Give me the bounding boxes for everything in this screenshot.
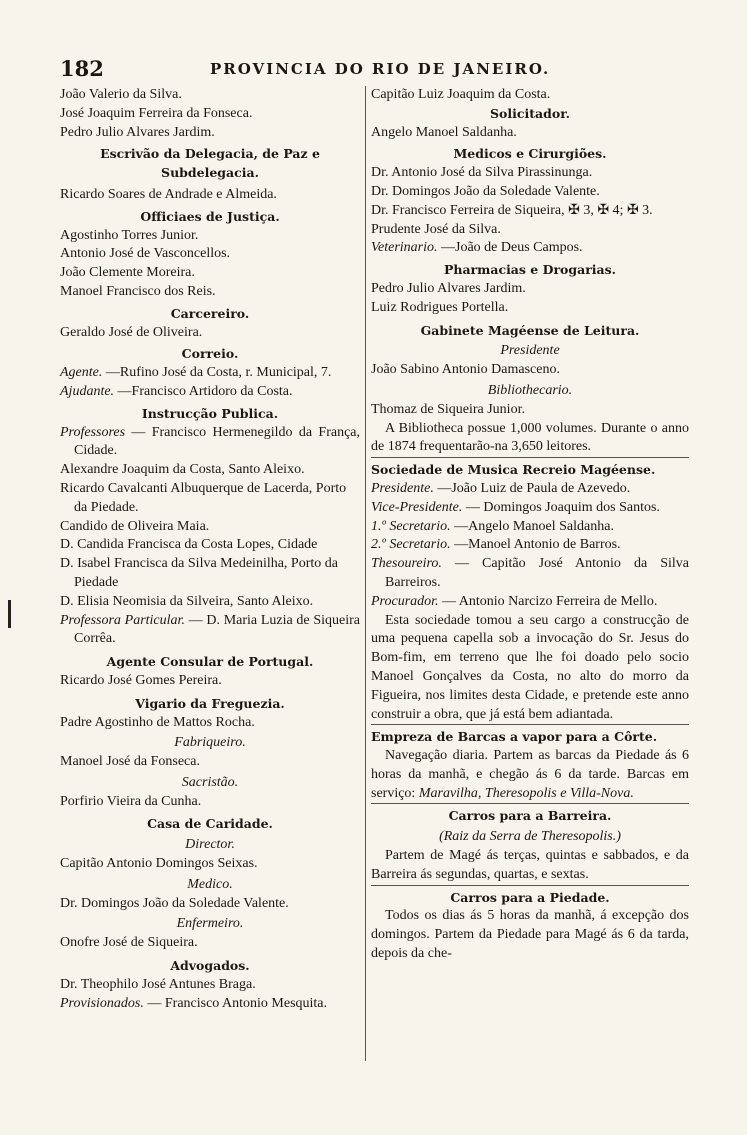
page-title: PROVINCIA DO RIO DE JANEIRO.: [210, 60, 551, 78]
role-label: Provisionados.: [60, 995, 144, 1011]
name-line: D. Candida Francisca da Costa Lopes, Cidade: [60, 537, 318, 553]
section-heading-piedade: Carros para a Piedade.: [450, 889, 610, 905]
entry-ajudante: [60, 383, 360, 402]
role-heading-medico: Medico.: [187, 876, 233, 892]
name-line: Pedro Julio Alvares Jardim.: [371, 280, 526, 296]
entry-text: —João de Deus Campos.: [441, 240, 583, 256]
entry-text: — Francisco Hermenegildo da França, Cidade.: [74, 424, 360, 459]
section-heading-officiaes: Officiaes de Justiça.: [140, 208, 280, 224]
role-heading-fabriqueiro: Fabriqueiro.: [174, 735, 246, 751]
role-label: Agente.: [60, 365, 103, 381]
paragraph-barcas: [371, 747, 689, 804]
entry-professora-particular: [60, 612, 360, 650]
entry-role: [371, 499, 689, 518]
entry-provisionados: [60, 995, 360, 1014]
role-label: Ajudante.: [60, 383, 115, 399]
name-line: Dr. Antonio José da Silva Pirassinunga.: [371, 165, 593, 181]
entry-text: — D. Maria Luzia de Siqueira Corrêa.: [74, 612, 361, 647]
section-heading-escrivao: Escrivão da Delegacia, de Paz e Subdelegacia.: [100, 146, 320, 181]
name-line: Padre Agostinho de Mattos Rocha.: [60, 714, 255, 730]
name-line: Geraldo José de Oliveira.: [60, 324, 203, 340]
name-line: Ricardo Soares de Andrade e Almeida.: [60, 186, 277, 202]
role-label: Professores: [60, 424, 126, 440]
role-heading-sacristao: Sacristão.: [181, 774, 239, 790]
section-heading-instrucao: Instrucção Publica.: [141, 405, 279, 421]
page-number: 182: [60, 56, 104, 81]
section-heading-barcas: Empreza de Barcas a vapor para a Côrte.: [371, 729, 658, 745]
section-heading-barreira: Carros para a Barreira.: [448, 808, 612, 824]
section-heading-caridade: Casa de Caridade.: [147, 816, 273, 832]
name-line: Agostinho Torres Junior.: [60, 227, 199, 243]
role-label: 1.º Secretario.: [371, 518, 451, 534]
name-line: D. Isabel Francisca da Silva Medeinilha, Porto da Piedade: [60, 556, 338, 590]
name-line: Manoel José da Fonseca.: [60, 754, 200, 770]
role-heading-director: Director.: [185, 837, 235, 853]
column-divider: [365, 86, 366, 1061]
paragraph-sociedade: Esta sociedade tomou a seu cargo a construcção de uma pequena capella sob a invocação do Sr. Jesus do Bom-fim, em terreno que lhe foi doado pelo socio Manoel Gonçalves da Costa, no alto do morro da Figueira, nos limites desta Cidade, e pretende este anno construir a obra, que já está bem adiantada.: [371, 612, 689, 726]
name-line: Luiz Rodrigues Portella.: [371, 299, 509, 315]
entry-professores: [60, 424, 360, 462]
role-label: Veterinario.: [371, 240, 438, 256]
name-line: José Joaquim Ferreira da Fonseca.: [60, 105, 253, 121]
boat-names: Maravilha, Theresopolis e Villa-Nova.: [418, 785, 634, 801]
name-line: Angelo Manoel Saldanha.: [371, 124, 517, 140]
section-subtitle: (Raiz da Serra de Theresopolis.): [439, 829, 621, 845]
name-line: Antonio José de Vasconcellos.: [60, 246, 231, 262]
name-line: Capitão Luiz Joaquim da Costa.: [371, 87, 551, 102]
role-label: 2.º Secretario.: [371, 537, 451, 553]
name-line: Porfirio Vieira da Cunha.: [60, 793, 202, 809]
name-line: Alexandre Joaquim da Costa, Santo Aleixo.: [60, 462, 305, 478]
paragraph-bibliotheca: A Bibliotheca possue 1,000 volumes. Durante o anno de 1874 frequentarão-na 3,650 leitores.: [371, 420, 689, 459]
section-heading-medicos: Medicos e Cirurgiões.: [453, 146, 607, 162]
entry-text: —João Luiz de Paula de Azevedo.: [437, 480, 631, 496]
entry-veterinario: [371, 239, 689, 258]
entry-agente: [60, 364, 360, 383]
entry-role: [371, 555, 689, 593]
section-heading-correio: Correio.: [181, 346, 239, 362]
role-label: Thesoureiro.: [371, 556, 442, 572]
section-heading-agente-consular: Agente Consular de Portugal.: [106, 654, 314, 670]
right-column: [371, 86, 689, 964]
name-line: Onofre José de Siqueira.: [60, 935, 198, 951]
entry-text: — Francisco Antonio Mesquita.: [147, 995, 328, 1011]
role-label: Procurador.: [371, 593, 439, 609]
name-line: D. Elisia Neomisia da Silveira, Santo Aleixo.: [60, 593, 314, 609]
entry-text: —Manoel Antonio de Barros.: [454, 537, 621, 553]
entry-text: —Rufino José da Costa, r. Municipal, 7.: [105, 365, 332, 381]
entry-role: [371, 593, 689, 612]
name-line: Dr. Theophilo José Antunes Braga.: [60, 976, 256, 992]
name-line: Dr. Francisco Ferreira de Siqueira, ✠ 3, ✠ 4; ✠ 3.: [371, 202, 653, 218]
name-line: Prudente José da Silva.: [371, 221, 501, 237]
role-heading-bibliothecario: Bibliothecario.: [487, 382, 573, 398]
entry-text: — Antonio Narcizo Ferreira de Mello.: [442, 593, 658, 609]
entry-role: [371, 536, 689, 555]
paragraph-text: Navegação diaria. Partem as barcas da Piedade ás 6 horas da manhã, e chegão ás 6 da tarde. Barcas em serviço:: [371, 748, 689, 801]
section-heading-gabinete: Gabinete Magéense de Leitura.: [420, 322, 640, 338]
section-heading-vigario: Vigario da Freguezia.: [135, 695, 285, 711]
name-line: Ricardo José Gomes Pereira.: [60, 672, 222, 688]
section-heading-pharmacias: Pharmacias e Drogarias.: [443, 262, 617, 278]
margin-mark: [8, 600, 11, 628]
section-heading-advogados: Advogados.: [170, 958, 250, 974]
paragraph-piedade: Todos os dias ás 5 horas da manhã, á excepção dos domingos. Partem da Piedade para Magé ás 6 da tarda, depois da che-: [371, 908, 689, 962]
name-line: Candido de Oliveira Maia.: [60, 518, 210, 534]
role-heading-presidente: Presidente: [500, 343, 560, 359]
name-line: Ricardo Cavalcanti Albuquerque de Lacerda, Porto da Piedade.: [60, 480, 347, 515]
left-column: [60, 86, 360, 1013]
entry-text: — Capitão José Antonio da Silva Barreiros.: [385, 556, 690, 590]
name-line: João Sabino Antonio Damasceno.: [371, 362, 560, 378]
name-line: João Clemente Moreira.: [60, 265, 195, 281]
section-heading-solicitador: Solicitador.: [490, 105, 570, 121]
name-line: Pedro Julio Alvares Jardim.: [60, 124, 215, 140]
entry-text: — Domingos Joaquim dos Santos.: [465, 499, 660, 515]
role-label: Presidente.: [371, 480, 434, 496]
entry-role: [371, 480, 689, 499]
page-header: [60, 56, 700, 82]
section-heading-sociedade: Sociedade de Musica Recreio Magéense.: [371, 462, 656, 478]
section-heading-carcereiro: Carcereiro.: [170, 305, 250, 321]
name-line: Dr. Domingos João da Soledade Valente.: [371, 183, 600, 199]
entry-role: [371, 518, 689, 537]
name-line: Thomaz de Siqueira Junior.: [371, 401, 525, 417]
entry-text: —Francisco Artidoro da Costa.: [117, 383, 293, 399]
role-label: Vice-Presidente.: [371, 499, 463, 515]
name-line: Dr. Domingos João da Soledade Valente.: [60, 895, 289, 911]
role-heading-enfermeiro: Enfermeiro.: [176, 916, 244, 932]
name-line: Manoel Francisco dos Reis.: [60, 283, 216, 299]
paragraph-barreira: Partem de Magé ás terças, quintas e sabbados, e da Barreira ás segundas, quartas, e sextas.: [371, 847, 689, 886]
entry-text: —Angelo Manoel Saldanha.: [454, 518, 614, 534]
name-line: João Valerio da Silva.: [60, 87, 182, 102]
role-label: Professora Particular.: [60, 612, 185, 628]
name-line: Capitão Antonio Domingos Seixas.: [60, 856, 258, 872]
